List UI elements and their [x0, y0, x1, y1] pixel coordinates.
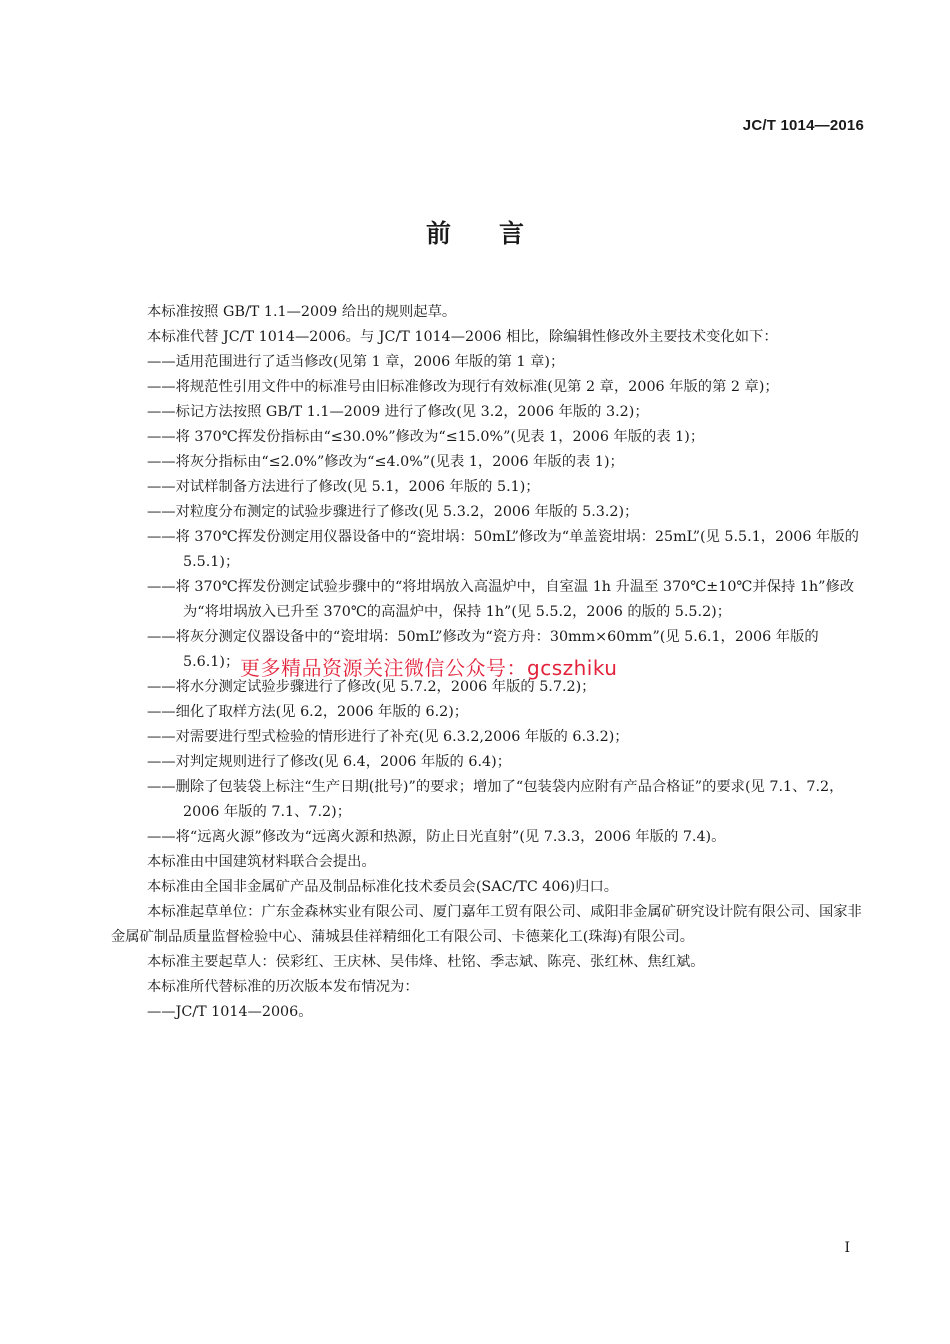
change-item: ——对试样制备方法进行了修改(见 5.1，2006 年版的 5.1)； — [147, 479, 540, 495]
change-item: ——将灰分指标由“≤2.0%”修改为“≤4.0%”(见表 1，2006 年版的表 1)； — [147, 454, 624, 470]
watermark-text: 更多精品资源关注微信公众号：gcszhiku — [240, 656, 618, 680]
change-list — [147, 350, 867, 850]
change-item: ——将“远离火源”修改为“远离火源和热源，防止日光直射”(见 7.3.3，2006 年版的 7.4)。 — [147, 829, 726, 845]
change-item: ——将规范性引用文件中的标准号由旧标准修改为现行有效标准(见第 2 章，2006 年版的第 2 章)； — [147, 379, 779, 395]
standard-number: JC/T 1014—2016 — [742, 117, 864, 134]
change-item: ——对判定规则进行了修改(见 6.4，2006 年版的 6.4)； — [147, 754, 511, 770]
page-title: 前言 — [425, 219, 572, 248]
paragraph-replaces: 本标准代替 JC/T 1014—2006。与 JC/T 1014—2006 相比，除编辑性修改外主要技术变化如下： — [147, 329, 778, 345]
change-item: ——对粒度分布测定的试验步骤进行了修改(见 5.3.2，2006 年版的 5.3.2)； — [147, 504, 639, 520]
change-item: ——删除了包装袋上标注“生产日期(批号)”的要求；增加了“包装袋内应附有产品合格证”的要求(见 7.1、7.2，2006 年版的 7.1、7.2)； — [147, 779, 844, 820]
change-item: ——将灰分测定仪器设备中的“瓷坩埚：50mL”修改为“瓷方舟：30mm×60mm”(见 5.6.1，2006 年版的 5.6.1)； — [147, 629, 819, 670]
change-item: ——细化了取样方法(见 6.2，2006 年版的 6.2)； — [147, 704, 469, 720]
change-item: ——将水分测定试验步骤进行了修改(见 5.7.2，2006 年版的 5.7.2)； — [147, 679, 596, 695]
paragraph-history-intro: 本标准所代替标准的历次版本发布情况为： — [147, 979, 419, 995]
change-item: ——对需要进行型式检验的情形进行了补充(见 6.3.2,2006 年版的 6.3.2)； — [147, 729, 629, 745]
change-item: ——标记方法按照 GB/T 1.1—2009 进行了修改(见 3.2，2006 年版的 3.2)； — [147, 404, 649, 420]
page-number: I — [844, 1240, 850, 1256]
paragraph-drafting-rules: 本标准按照 GB/T 1.1—2009 给出的规则起草。 — [147, 304, 457, 320]
paragraph-history-item: ——JC/T 1014—2006。 — [147, 1004, 313, 1020]
change-item: ——将 370℃挥发份测定用仪器设备中的“瓷坩埚：50mL”修改为“单盖瓷坩埚：25mL”(见 5.5.1，2006 年版的 5.5.1)； — [147, 529, 859, 570]
change-item: ——适用范围进行了适当修改(见第 1 章，2006 年版的第 1 章)； — [147, 354, 565, 370]
paragraph-main-drafters: 本标准主要起草人：侯彩红、王庆林、吴伟烽、杜铭、季志斌、陈亮、张红林、焦红斌。 — [147, 954, 705, 970]
change-item: ——将 370℃挥发份指标由“≤30.0%”修改为“≤15.0%”(见表 1，2006 年版的表 1)； — [147, 429, 705, 445]
paragraph-proposed-by: 本标准由中国建筑材料联合会提出。 — [147, 854, 376, 870]
change-item: ——将 370℃挥发份测定试验步骤中的“将坩埚放入高温炉中，自室温 1h 升温至 370℃±10℃并保持 1h”修改为“将坩埚放入已升至 370℃的高温炉中，保持 1h”(见 5.5.2，2006 的版的 5.5.2)； — [147, 579, 855, 620]
paragraph-drafting-units: 本标准起草单位：广东金森林实业有限公司、厦门嘉年工贸有限公司、咸阳非金属矿研究设计院有限公司、国家非金属矿制品质量监督检验中心、蒲城县佳祥精细化工有限公司、卡德莱化工(珠海)有限公司。 — [111, 904, 862, 945]
paragraph-under-jurisdiction: 本标准由全国非金属矿产品及制品标准化技术委员会(SAC/TC 406)归口。 — [147, 879, 619, 895]
